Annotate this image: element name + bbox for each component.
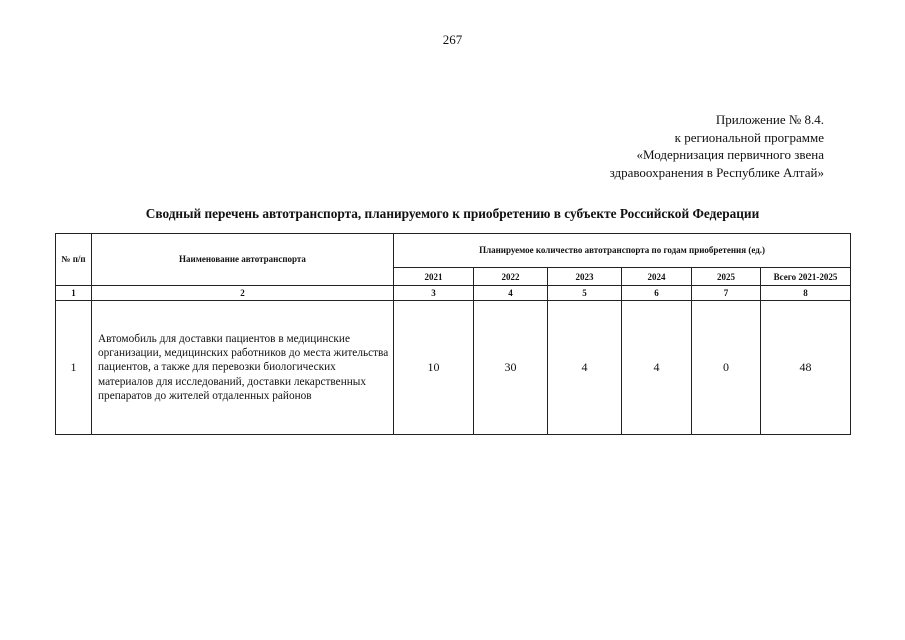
header-year: 2022 <box>474 268 548 286</box>
header-year: 2021 <box>394 268 474 286</box>
column-index: 8 <box>761 286 851 301</box>
vehicle-table <box>55 233 851 435</box>
document-title: Сводный перечень автотранспорта, планируемого к приобретению в субъекте Российской Федерации <box>145 206 760 221</box>
header-total: Всего 2021-2025 <box>761 268 851 286</box>
column-index: 1 <box>56 286 92 301</box>
table-header-row <box>56 234 851 268</box>
header-year: 2024 <box>622 268 692 286</box>
row-value-2024: 4 <box>622 301 692 435</box>
header-num: № п/п <box>56 234 92 286</box>
header-year: 2025 <box>692 268 761 286</box>
header-name: Наименование автотранспорта <box>92 234 394 286</box>
row-vehicle-name: Автомобиль для доставки пациентов в медицинские организации, медицинских работников до места жительства пациентов, а также для перевозки биологических материалов для исследований, доставки лекарственных препаратов до жителей отдаленных районов <box>92 301 394 435</box>
row-value-2023: 4 <box>548 301 622 435</box>
header-year: 2023 <box>548 268 622 286</box>
column-index: 4 <box>474 286 548 301</box>
column-index: 5 <box>548 286 622 301</box>
appendix-note <box>610 111 824 181</box>
column-index: 7 <box>692 286 761 301</box>
appendix-line: «Модернизация первичного звена <box>636 147 824 162</box>
table-row <box>56 301 851 435</box>
column-index: 6 <box>622 286 692 301</box>
row-value-2022: 30 <box>474 301 548 435</box>
page-number: 267 <box>442 32 463 47</box>
column-index: 3 <box>394 286 474 301</box>
appendix-line: к региональной программе <box>674 129 824 145</box>
table-column-index-row <box>56 286 851 301</box>
row-value-2025: 0 <box>692 301 761 435</box>
row-value-2021: 10 <box>394 301 474 435</box>
row-num: 1 <box>56 301 92 435</box>
header-planned: Планируемое количество автотранспорта по годам приобретения (ед.) <box>394 234 851 268</box>
row-value-total: 48 <box>761 301 851 435</box>
appendix-line: Приложение № 8.4. <box>715 112 824 127</box>
column-index: 2 <box>92 286 394 301</box>
appendix-line: здравоохранения в Республике Алтай» <box>609 164 824 180</box>
